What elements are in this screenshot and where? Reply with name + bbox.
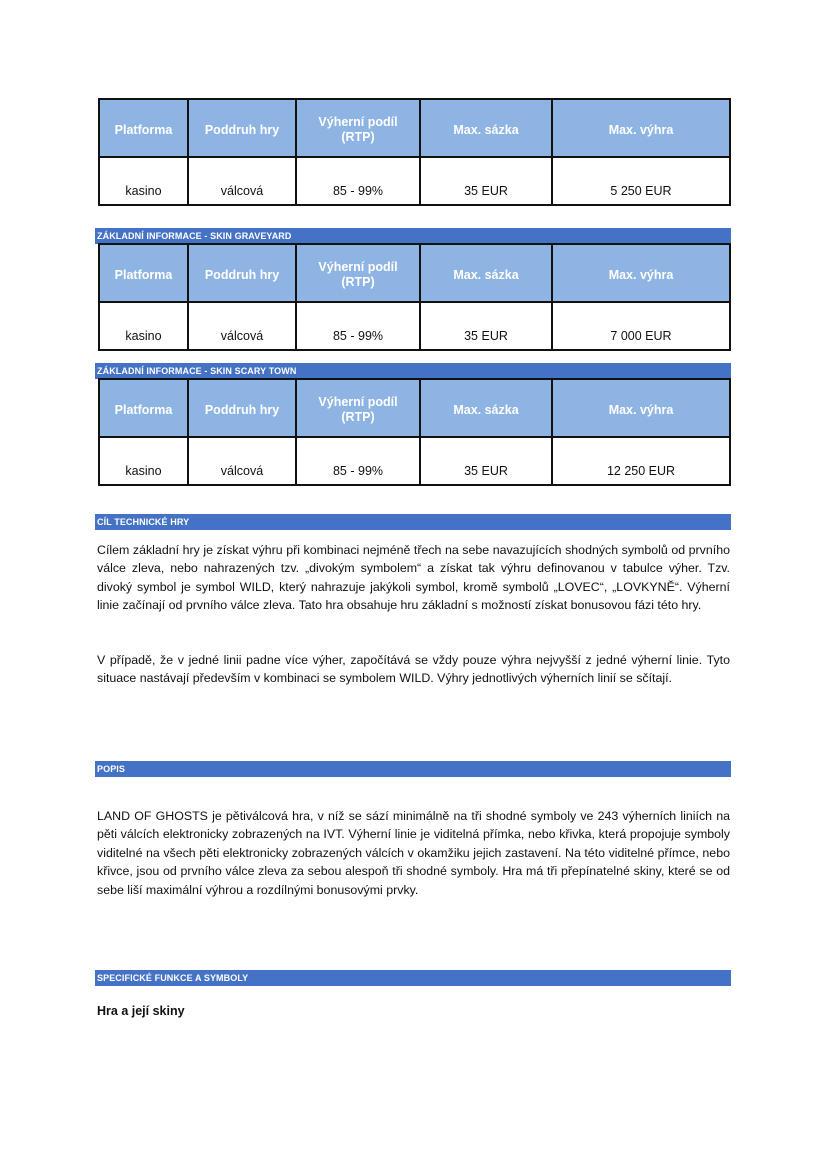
col-header-rtp [296, 244, 420, 302]
col-header-max-bet: Max. sázka [420, 379, 552, 437]
cell-platform: kasino [99, 302, 188, 350]
section-title-description: POPIS [97, 764, 126, 774]
rtp-line2: (RTP) [341, 130, 375, 144]
cell-max-win: 5 250 EUR [552, 157, 730, 205]
cell-max-bet: 35 EUR [420, 302, 552, 350]
info-table-graveyard [98, 243, 731, 351]
cell-max-win: 12 250 EUR [552, 437, 730, 485]
col-header-platform: Platforma [99, 99, 188, 157]
cell-platform: kasino [99, 157, 188, 205]
col-header-rtp [296, 379, 420, 437]
section-bar-goal [95, 514, 731, 530]
rtp-line1: Výherní podíl [318, 260, 398, 274]
col-header-subtype: Poddruh hry [188, 379, 296, 437]
cell-rtp: 85 - 99% [296, 437, 420, 485]
table-header-row [99, 99, 730, 157]
col-header-max-win: Max. výhra [552, 99, 730, 157]
section-title-features: SPECIFICKÉ FUNKCE A SYMBOLY [97, 973, 249, 983]
info-table-main [98, 98, 731, 206]
col-header-max-bet: Max. sázka [420, 99, 552, 157]
info-table-scary-town [98, 378, 731, 486]
col-header-max-win: Max. výhra [552, 379, 730, 437]
table-header-row [99, 379, 730, 437]
section-bar-features [95, 970, 731, 986]
cell-max-bet: 35 EUR [420, 437, 552, 485]
section-title-graveyard: ZÁKLADNÍ INFORMACE - SKIN GRAVEYARD [97, 231, 292, 241]
section-bar-description [95, 761, 731, 777]
table-row [99, 157, 730, 205]
rtp-line1: Výherní podíl [318, 115, 398, 129]
table-row [99, 437, 730, 485]
col-header-platform: Platforma [99, 379, 188, 437]
table-header-row [99, 244, 730, 302]
goal-paragraph-2: V případě, že v jedné linii padne více výher, započítává se vždy pouze výhra nejvyšší z jedné výherní linie. Tyto situace nastávají především v kombinaci se symbolem WILD. Výhry jednotlivých výherních linií se sčítají. [97, 653, 730, 686]
cell-rtp: 85 - 99% [296, 302, 420, 350]
col-header-platform: Platforma [99, 244, 188, 302]
col-header-subtype: Poddruh hry [188, 244, 296, 302]
col-header-max-bet: Max. sázka [420, 244, 552, 302]
section-title-scary-town: ZÁKLADNÍ INFORMACE - SKIN SCARY TOWN [97, 366, 297, 376]
col-header-rtp [296, 99, 420, 157]
cell-platform: kasino [99, 437, 188, 485]
cell-subtype: válcová [188, 157, 296, 205]
cell-subtype: válcová [188, 437, 296, 485]
rtp-line2: (RTP) [341, 275, 375, 289]
subheading-game-skins: Hra a její skiny [97, 1004, 185, 1018]
rtp-line1: Výherní podíl [318, 395, 398, 409]
rtp-line2: (RTP) [341, 410, 375, 424]
cell-max-win: 7 000 EUR [552, 302, 730, 350]
section-bar-scary-town [95, 363, 731, 379]
description-paragraph: LAND OF GHOSTS je pětiválcová hra, v níž se sází minimálně na tři shodné symboly ve 243 výherních liniích na pěti válcích elektronicky zobrazených na IVT. Výherní linie je viditelná přímka, nebo křivka, která propojuje symboly viditelné na všech pěti elektronicky zobrazených válcích v okamžiku jejich zastavení. Na této viditelné přímce, nebo křivce, jsou od prvního válce zleva za sebou alespoň tři shodné symboly. Hra má tři přepínatelné skiny, které se od sebe liší maximální výhrou a rozdílnými bonusovými prvky. [97, 809, 730, 897]
cell-subtype: válcová [188, 302, 296, 350]
section-bar-graveyard [95, 228, 731, 244]
cell-rtp: 85 - 99% [296, 157, 420, 205]
cell-max-bet: 35 EUR [420, 157, 552, 205]
section-title-goal: CÍL TECHNICKÉ HRY [97, 517, 190, 527]
col-header-subtype: Poddruh hry [188, 99, 296, 157]
goal-paragraph-1: Cílem základní hry je získat výhru při kombinaci nejméně třech na sebe navazujících shodných symbolů od prvního válce zleva, nebo nahrazených tzv. „divokým symbolem“ a získat tak výhru definovanou v tabulce výher. Tzv. divoký symbol je symbol WILD, který nahrazuje jakýkoli symbol, kromě symbolů „LOVEC“, „LOVKYNĚ“. Výherní linie začínají od prvního válce zleva. Tato hra obsahuje hru základní s možností získat bonusovou fázi této hry. [97, 543, 730, 613]
col-header-max-win: Max. výhra [552, 244, 730, 302]
table-row [99, 302, 730, 350]
